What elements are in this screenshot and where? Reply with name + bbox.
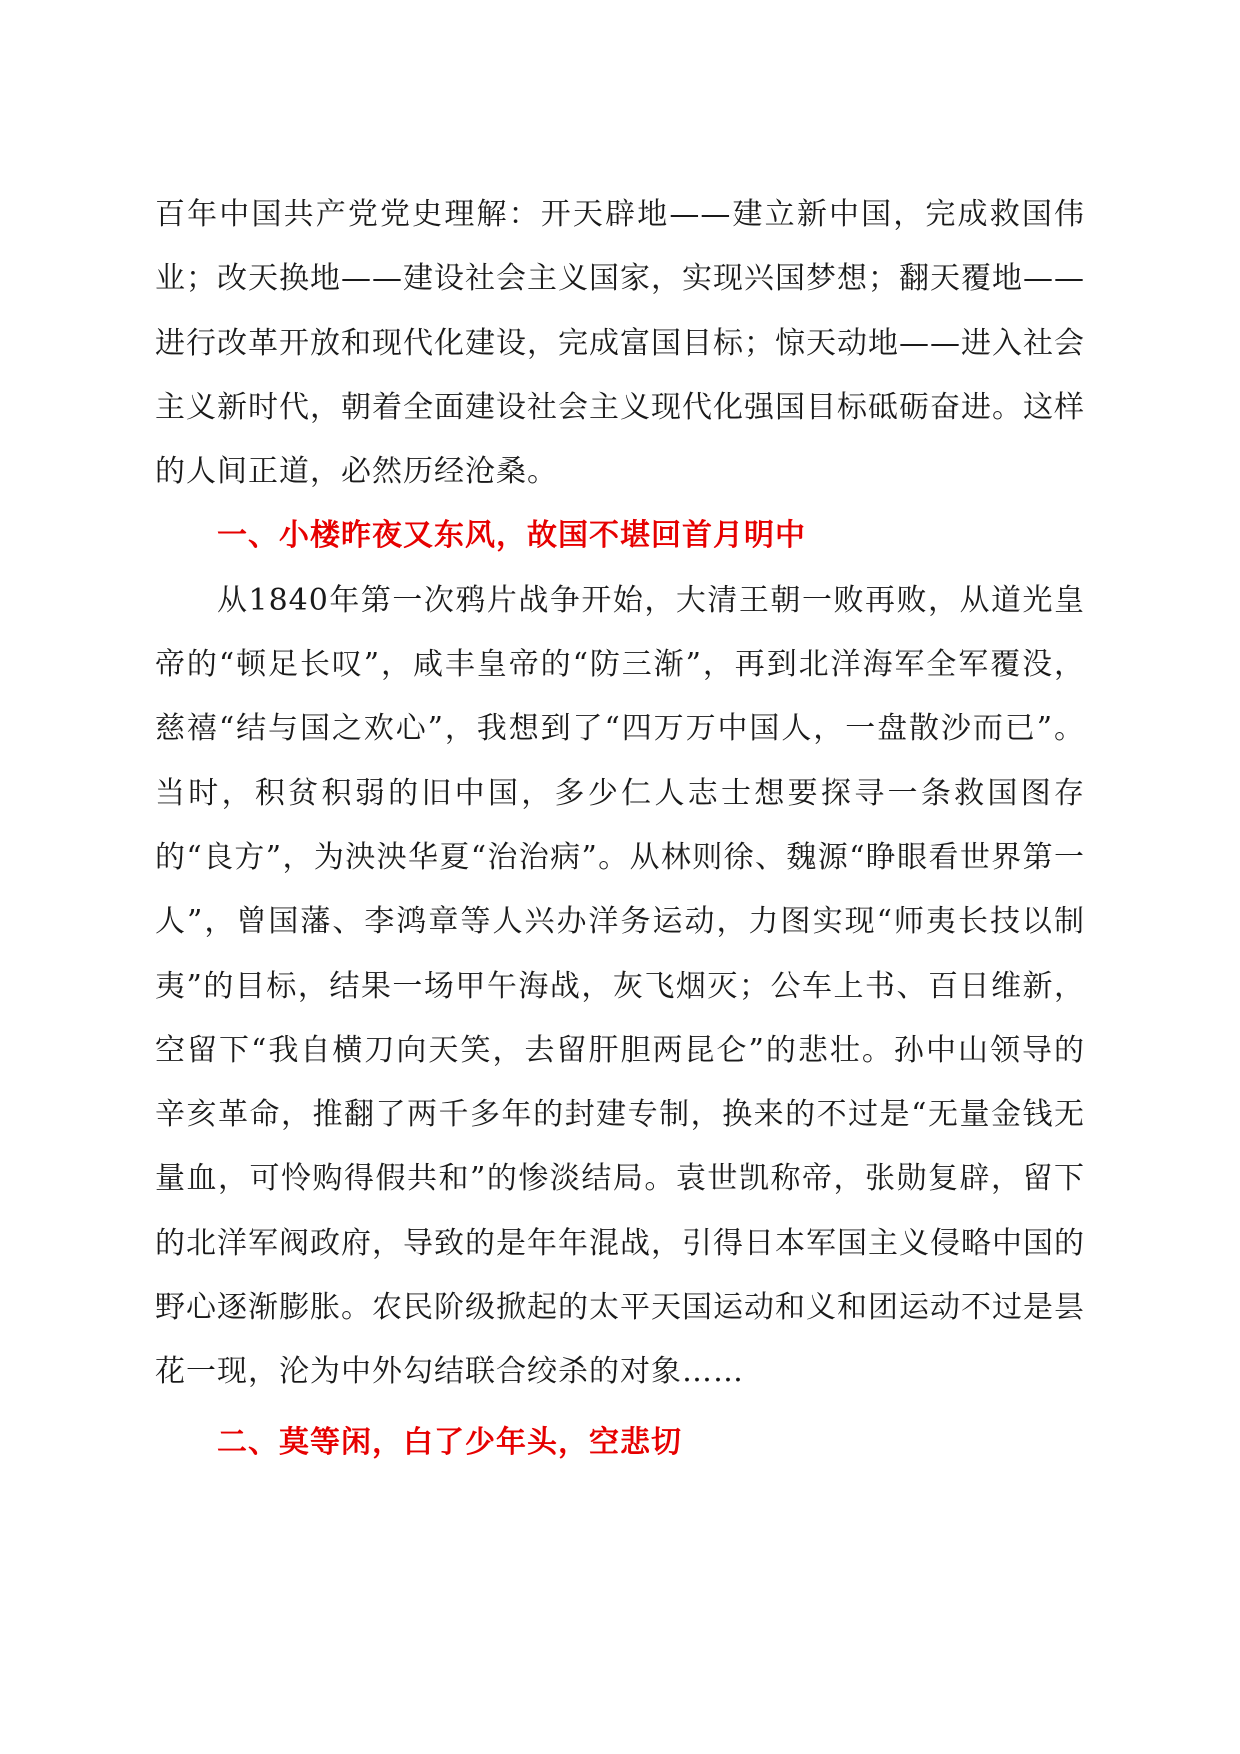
intro-paragraph: 百年中国共产党党史理解：开天辟地——建立新中国，完成救国伟业；改天换地——建设社会主义国家，实现兴国梦想；翻天覆地——进行改革开放和现代化建设，完成富国目标；惊天动地——进入社会主义新时代，朝着全面建设社会主义现代化强国目标砥砺奋进。这样的人间正道，必然历经沧桑。 [155,197,1085,490]
section-2-heading: 二、莫等闲，白了少年头，空悲切 [217,1424,682,1460]
section-1-body: 从1840年第一次鸦片战争开始，大清王朝一败再败，从道光皇帝的“顿足长叹”，咸丰皇帝的“防三渐”，再到北洋海军全军覆没，慈禧“结与国之欢心”，我想到了“四万万中国人，一盘散沙而已”。当时，积贫积弱的旧中国，多少仁人志士想要探寻一条救国图存的“良方”，为泱泱华夏“治治病”。从林则徐、魏源“睁眼看世界第一人”，曾国藩、李鸿章等人兴办洋务运动，力图实现“师夷长技以制夷”的目标，结果一场甲午海战，灰飞烟灭；公车上书、百日维新，空留下“我自横刀向天笑，去留肝胆两昆仑”的悲壮。孙中山领导的辛亥革命，推翻了两千多年的封建专制，换来的不过是“无量金钱无量血，可怜购得假共和”的惨淡结局。袁世凯称帝，张勋复辟，留下的北洋军阀政府，导致的是年年混战，引得日本军国主义侵略中国的野心逐渐膨胀。农民阶级掀起的太平天国运动和义和团运动不过是昙花一现，沦为中外勾结联合绞杀的对象…… [155,582,1085,1390]
document-content [155,183,1085,1475]
section-1-heading: 一、小楼昨夜又东风，故国不堪回首月明中 [217,518,806,554]
